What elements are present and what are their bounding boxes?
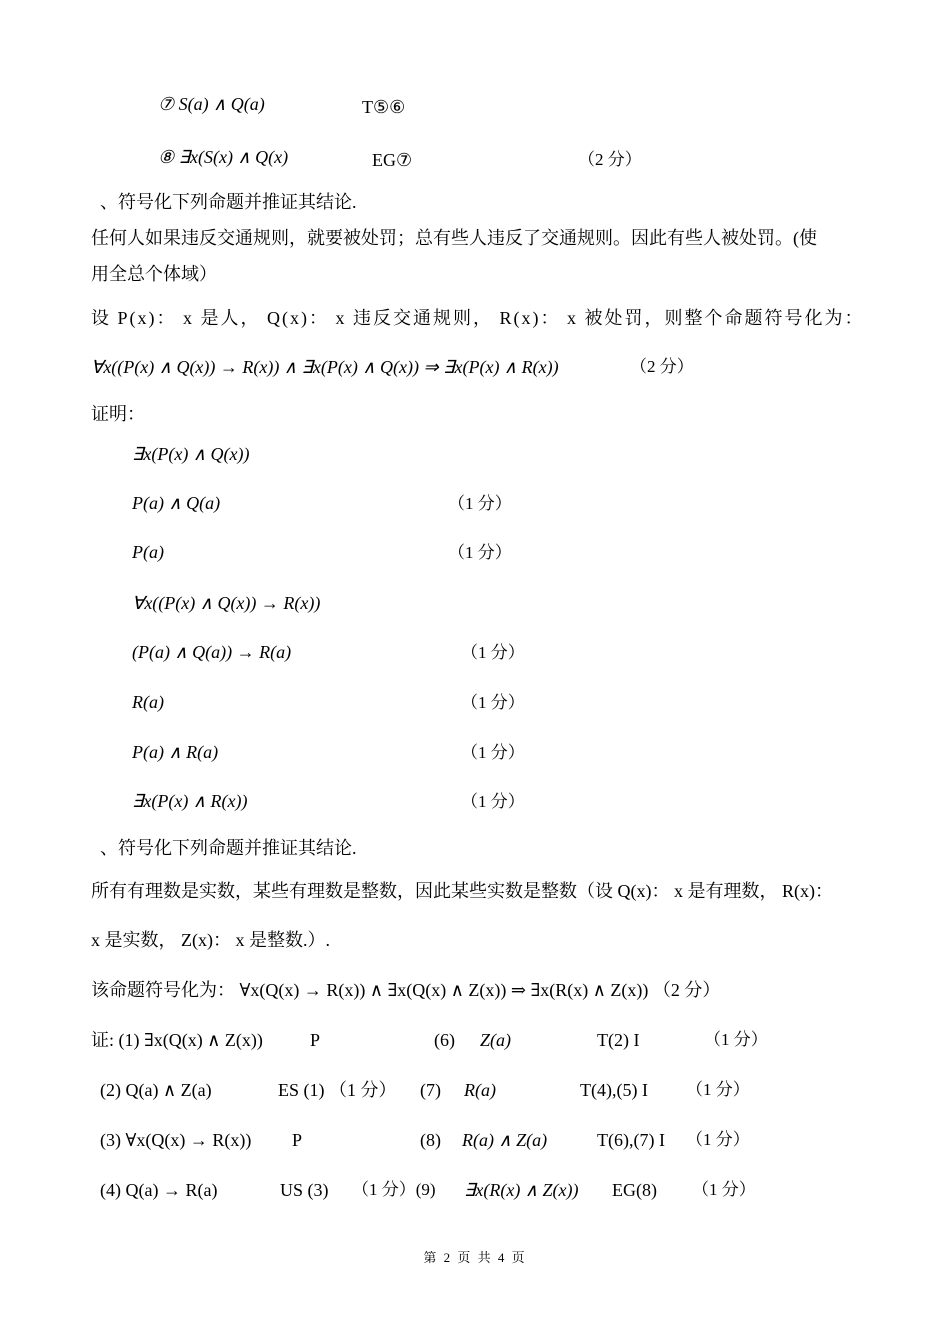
section-1-formula: ∀x((P(x) ∧ Q(x)) → R(x)) ∧ ∃x(P(x) ∧ Q(x)) ⇒ ∃x(P(x) ∧ R(x)) <box>91 357 559 377</box>
proof-step-8: ∃x(P(x) ∧ R(x)) <box>132 791 248 811</box>
section-1-formula-score: （2 分） <box>630 357 694 376</box>
table-row-4-formula-right: ∃x(R(x) ∧ Z(x)) <box>464 1180 579 1200</box>
table-row-2-step: (2) Q(a) ∧ Z(a) <box>100 1080 212 1100</box>
step-7-rule: T⑤⑥ <box>362 97 406 117</box>
table-row-3-rule: P <box>292 1130 303 1150</box>
table-row-2-score: （1 分） <box>686 1080 750 1099</box>
table-row-2-formula-right: R(a) <box>464 1080 496 1100</box>
step-8-score: （2 分） <box>578 150 642 169</box>
section-1-definitions: 设 P(x)： x 是人， Q(x)： x 违反交通规则， R(x)： x 被处罚，则整个命题符号化为： <box>91 308 865 328</box>
table-row-3-rule-right: T(6),(7) I <box>597 1130 665 1150</box>
table-row-4-score: （1 分） <box>692 1180 756 1199</box>
table-row-4-rule: US (3) <box>280 1180 329 1200</box>
proof-step-2-score: （1 分） <box>448 494 512 513</box>
table-row-3-score: （1 分） <box>686 1130 750 1149</box>
section-2-text-a: 所有有理数是实数，某些有理数是整数，因此某些实数是整数（设 Q(x)： x 是有理数， R(x)： <box>91 881 833 901</box>
proof-step-7-score: （1 分） <box>461 743 525 762</box>
section-2-text-b: x 是实数， Z(x)： x 是整数.）. <box>91 930 330 950</box>
proof-step-5-score: （1 分） <box>461 643 525 662</box>
table-row-2-rule-right: T(4),(5) I <box>580 1080 648 1100</box>
table-row-3-num-right: (8) <box>420 1130 441 1150</box>
proof-step-8-score: （1 分） <box>461 792 525 811</box>
proof-step-3-score: （1 分） <box>448 543 512 562</box>
proof-step-1: ∃x(P(x) ∧ Q(x)) <box>132 444 250 464</box>
section-1-text-b: 用全总个体域） <box>91 264 217 284</box>
step-8-rule: EG⑦ <box>372 150 413 170</box>
proof-step-7: P(a) ∧ R(a) <box>132 742 219 762</box>
proof-step-5: (P(a) ∧ Q(a)) → R(a) <box>132 642 292 662</box>
page-footer: 第 2 页 共 4 页 <box>423 1250 527 1265</box>
table-row-1-rule: P <box>310 1030 321 1050</box>
section-2-formula: 该命题符号化为： ∀x(Q(x) → R(x)) ∧ ∃x(Q(x) ∧ Z(x)) ⇒ ∃x(R(x) ∧ Z(x)) （2 分） <box>91 980 721 1000</box>
table-row-1-step: 证: (1) ∃x(Q(x) ∧ Z(x)) <box>91 1030 263 1050</box>
table-row-4-score-left: （1 分）(9) <box>352 1180 436 1199</box>
proof-label: 证明： <box>91 404 145 424</box>
section-1-text-a: 任何人如果违反交通规则，就要被处罚；总有些人违反了交通规则。因此有些人被处罚。(使 <box>91 228 817 248</box>
proof-step-4: ∀x((P(x) ∧ Q(x)) → R(x)) <box>132 593 321 613</box>
table-row-3-step: (3) ∀x(Q(x) → R(x)) <box>100 1130 252 1150</box>
table-row-3-formula-right: R(a) ∧ Z(a) <box>462 1130 548 1150</box>
table-row-2-rule: ES (1) （1 分） <box>278 1080 397 1100</box>
table-row-2-num-right: (7) <box>420 1080 441 1100</box>
table-row-1-formula-right: Z(a) <box>480 1030 511 1050</box>
table-row-1-num-right: (6) <box>434 1030 455 1050</box>
step-7-formula: ⑦ S(a) ∧ Q(a) <box>158 94 265 114</box>
proof-step-2: P(a) ∧ Q(a) <box>132 493 221 513</box>
proof-step-3: P(a) <box>132 542 164 562</box>
table-row-4-rule-right: EG(8) <box>612 1180 657 1200</box>
section-1-heading: 、符号化下列命题并推证其结论. <box>100 192 357 212</box>
table-row-4-step: (4) Q(a) → R(a) <box>100 1180 218 1200</box>
table-row-1-score: （1 分） <box>704 1030 768 1049</box>
table-row-1-rule-right: T(2) I <box>597 1030 640 1050</box>
proof-step-6-score: （1 分） <box>461 693 525 712</box>
section-2-heading: 、符号化下列命题并推证其结论. <box>100 838 357 858</box>
step-8-formula: ⑧ ∃x(S(x) ∧ Q(x) <box>158 147 289 167</box>
proof-step-6: R(a) <box>132 692 164 712</box>
